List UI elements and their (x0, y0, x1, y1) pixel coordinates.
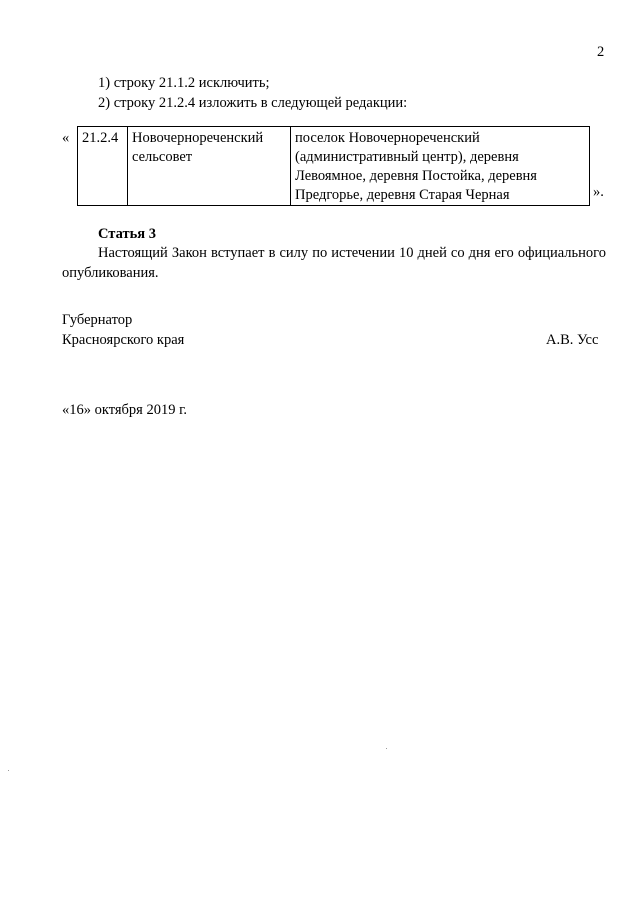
scan-speck (386, 748, 387, 749)
signing-date: «16» октября 2019 г. (62, 402, 188, 418)
table-row (78, 127, 590, 206)
signer-title-line-1: Губернатор (62, 312, 133, 328)
article-text: Настоящий Закон вступает в силу по истечении 10 дней со дня его официального опубликования. (62, 245, 606, 281)
amendment-table (77, 126, 590, 206)
settlements-cell: поселок Новочернореченский (административный центр), деревня Левоямное, деревня Постойка, деревня Предгорье, деревня Старая Черная (291, 127, 590, 206)
opening-quote: « (62, 130, 70, 146)
row-code-cell: 21.2.4 (78, 127, 128, 206)
municipality-cell: Новочернореченский сельсовет (128, 127, 291, 206)
page-number: 2 (597, 44, 605, 60)
scan-speck (8, 770, 9, 771)
signer-name: А.В. Усс (546, 332, 599, 348)
amendment-item-1: 1) строку 21.1.2 исключить; (98, 75, 270, 91)
signer-title-line-2: Красноярского края (62, 332, 185, 348)
article-heading: Статья 3 (98, 226, 156, 242)
closing-quote: ». (593, 184, 604, 200)
amendment-item-2: 2) строку 21.2.4 изложить в следующей редакции: (98, 95, 408, 111)
